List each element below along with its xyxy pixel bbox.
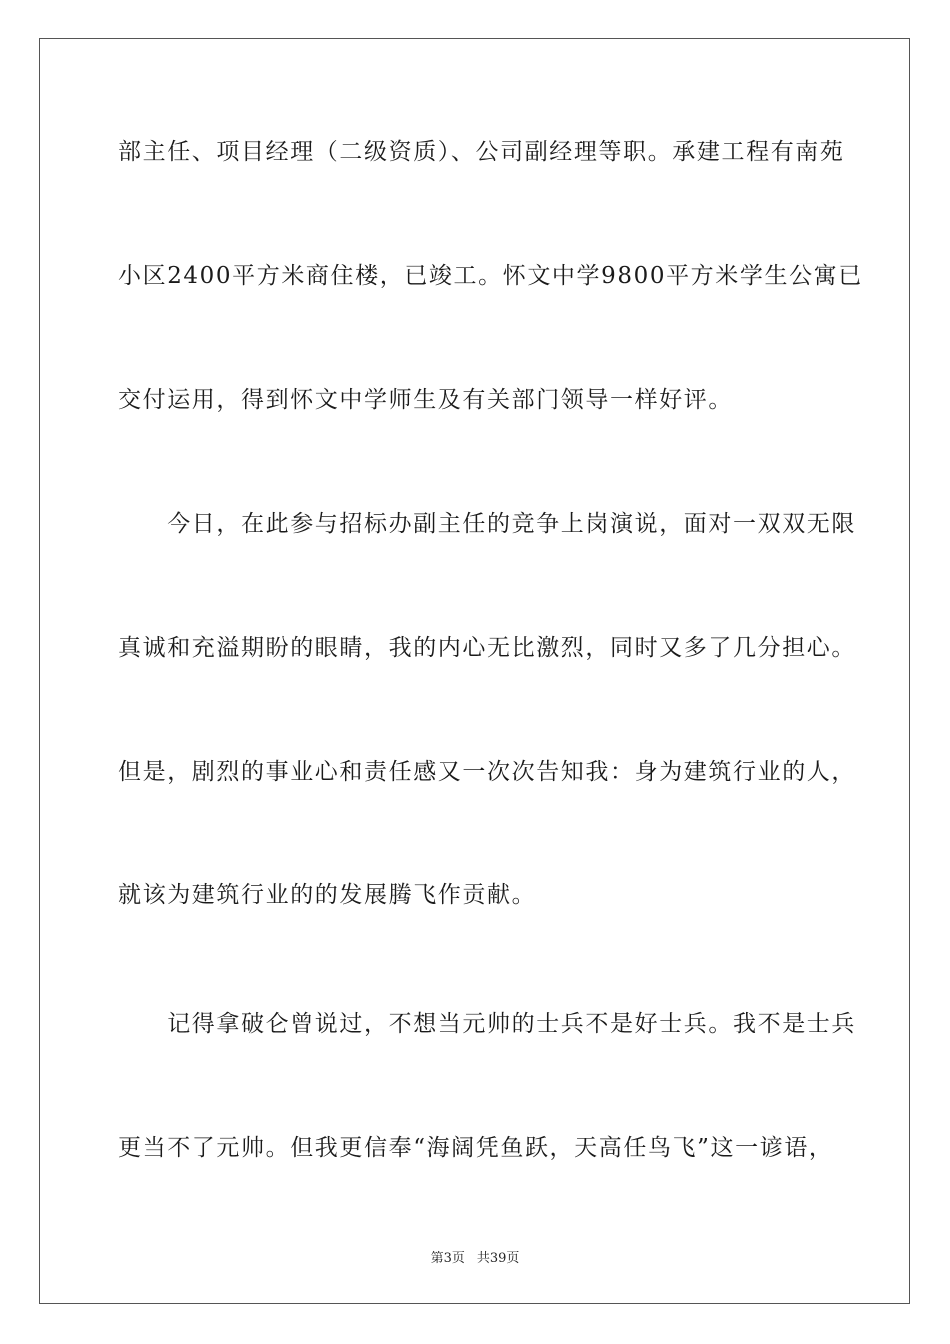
page-footer <box>0 1247 950 1266</box>
text-line: 更当不了元帅。但我更信奉“海阔凭鱼跃，天高任鸟飞”这一谚语， <box>118 1135 834 1161</box>
page-number: 第3页 <box>430 1251 465 1266</box>
text-line: 今日，在此参与招标办副主任的竞争上岗演说，面对一双双无限 <box>118 511 856 537</box>
text-line: 小区2400平方米商住楼，已竣工。怀文中学9800平方米学生公寓已 <box>118 263 863 289</box>
text-line: 但是，剧烈的事业心和责任感又一次次告知我：身为建筑行业的人， <box>118 759 856 785</box>
text-line: 真诚和充溢期盼的眼睛，我的内心无比激烈，同时又多了几分担心。 <box>118 635 856 661</box>
text-line: 部主任、项目经理（二级资质）、公司副经理等职。承建工程有南苑 <box>118 139 845 165</box>
page-border <box>39 38 910 1304</box>
text-line: 就该为建筑行业的的发展腾飞作贡献。 <box>118 882 537 908</box>
text-line: 交付运用，得到怀文中学师生及有关部门领导一样好评。 <box>118 387 733 413</box>
text-line: 记得拿破仑曾说过，不想当元帅的士兵不是好士兵。我不是士兵 <box>118 1011 856 1037</box>
page-total: 共39页 <box>476 1251 520 1266</box>
